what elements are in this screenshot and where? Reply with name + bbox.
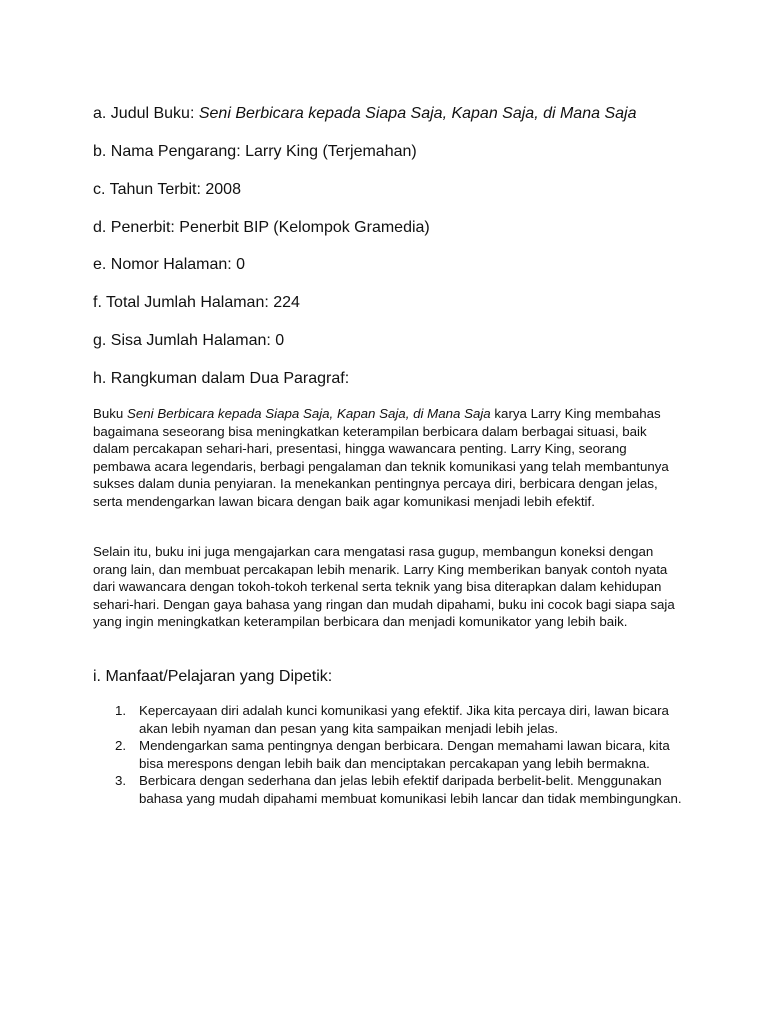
benefit-item	[93, 772, 683, 807]
total-pages-line: f. Total Jumlah Halaman: 224	[93, 294, 300, 311]
benefit-text: Berbicara dengan sederhana dan jelas lebih efektif daripada berbelit-belit. Menggunakan bahasa yang mudah dipahami membuat komunikasi lebih lancar dan tidak membingungkan.	[139, 773, 682, 806]
benefit-text: Mendengarkan sama pentingnya dengan berbicara. Dengan memahami lawan bicara, kita bisa merespons dengan lebih baik dan menciptakan percakapan yang lebih bermakna.	[139, 738, 670, 771]
benefit-number: 1.	[115, 703, 127, 718]
summary-heading: h. Rangkuman dalam Dua Paragraf:	[93, 370, 350, 387]
book-title-line	[93, 104, 636, 124]
benefit-number: 3.	[115, 773, 127, 789]
benefit-item	[93, 702, 683, 737]
summary-p1-book-title: Seni Berbicara kepada Siapa Saja, Kapan Saja, di Mana Saja	[127, 406, 491, 421]
summary-paragraph-1	[93, 405, 683, 511]
benefit-number: 2.	[115, 738, 127, 754]
summary-p1-lead: Buku	[93, 406, 128, 421]
book-title-value: Seni Berbicara kepada Siapa Saja, Kapan Saja, di Mana Saja	[198, 105, 637, 122]
summary-paragraph-2: Selain itu, buku ini juga mengajarkan cara mengatasi rasa gugup, membangun koneksi dengan orang lain, dan membuat percakapan lebih menarik. Larry King memberikan banyak contoh nyata dari wawancara dengan tokoh-tokoh terkenal serta teknik yang bisa diterapkan dalam kehidupan sehari-hari. Dengan gaya bahasa yang ringan dan mudah dipahami, buku ini cocok bagi siapa saja yang ingin meningkatkan keterampilan berbicara dan menjadi komunikator yang lebih baik.	[93, 544, 675, 630]
summary-p1-body: karya Larry King membahas bagaimana seseorang bisa meningkatkan keterampilan berbicara dalam berbagai situasi, baik dalam percakapan sehari-hari, presentasi, hingga wawancara penting. Larry King, seorang pembawa acara legendaris, berbagi pengalaman dan teknik komunikasi yang telah membantunya sukses dalam dunia penyiaran. Ia menekankan pentingnya percaya diri, berbicara dengan jelas, serta mendengarkan lawan bicara dengan baik agar komunikasi menjadi lebih efektif.	[93, 406, 669, 509]
publish-year-line: c. Tahun Terbit: 2008	[93, 181, 241, 198]
benefit-item	[93, 737, 683, 772]
page-number-line: e. Nomor Halaman: 0	[93, 256, 246, 273]
book-title-label: a. Judul Buku:	[93, 105, 199, 122]
benefits-list	[93, 702, 683, 808]
publisher-line: d. Penerbit: Penerbit BIP (Kelompok Gramedia)	[93, 219, 430, 236]
benefit-text: Kepercayaan diri adalah kunci komunikasi yang efektif. Jika kita percaya diri, lawan bicara akan lebih nyaman dan pesan yang kita sampaikan menjadi lebih jelas.	[139, 703, 669, 736]
benefits-heading: i. Manfaat/Pelajaran yang Dipetik:	[93, 668, 333, 685]
remaining-pages-line: g. Sisa Jumlah Halaman: 0	[93, 332, 285, 349]
author-line: b. Nama Pengarang: Larry King (Terjemahan)	[93, 143, 417, 160]
